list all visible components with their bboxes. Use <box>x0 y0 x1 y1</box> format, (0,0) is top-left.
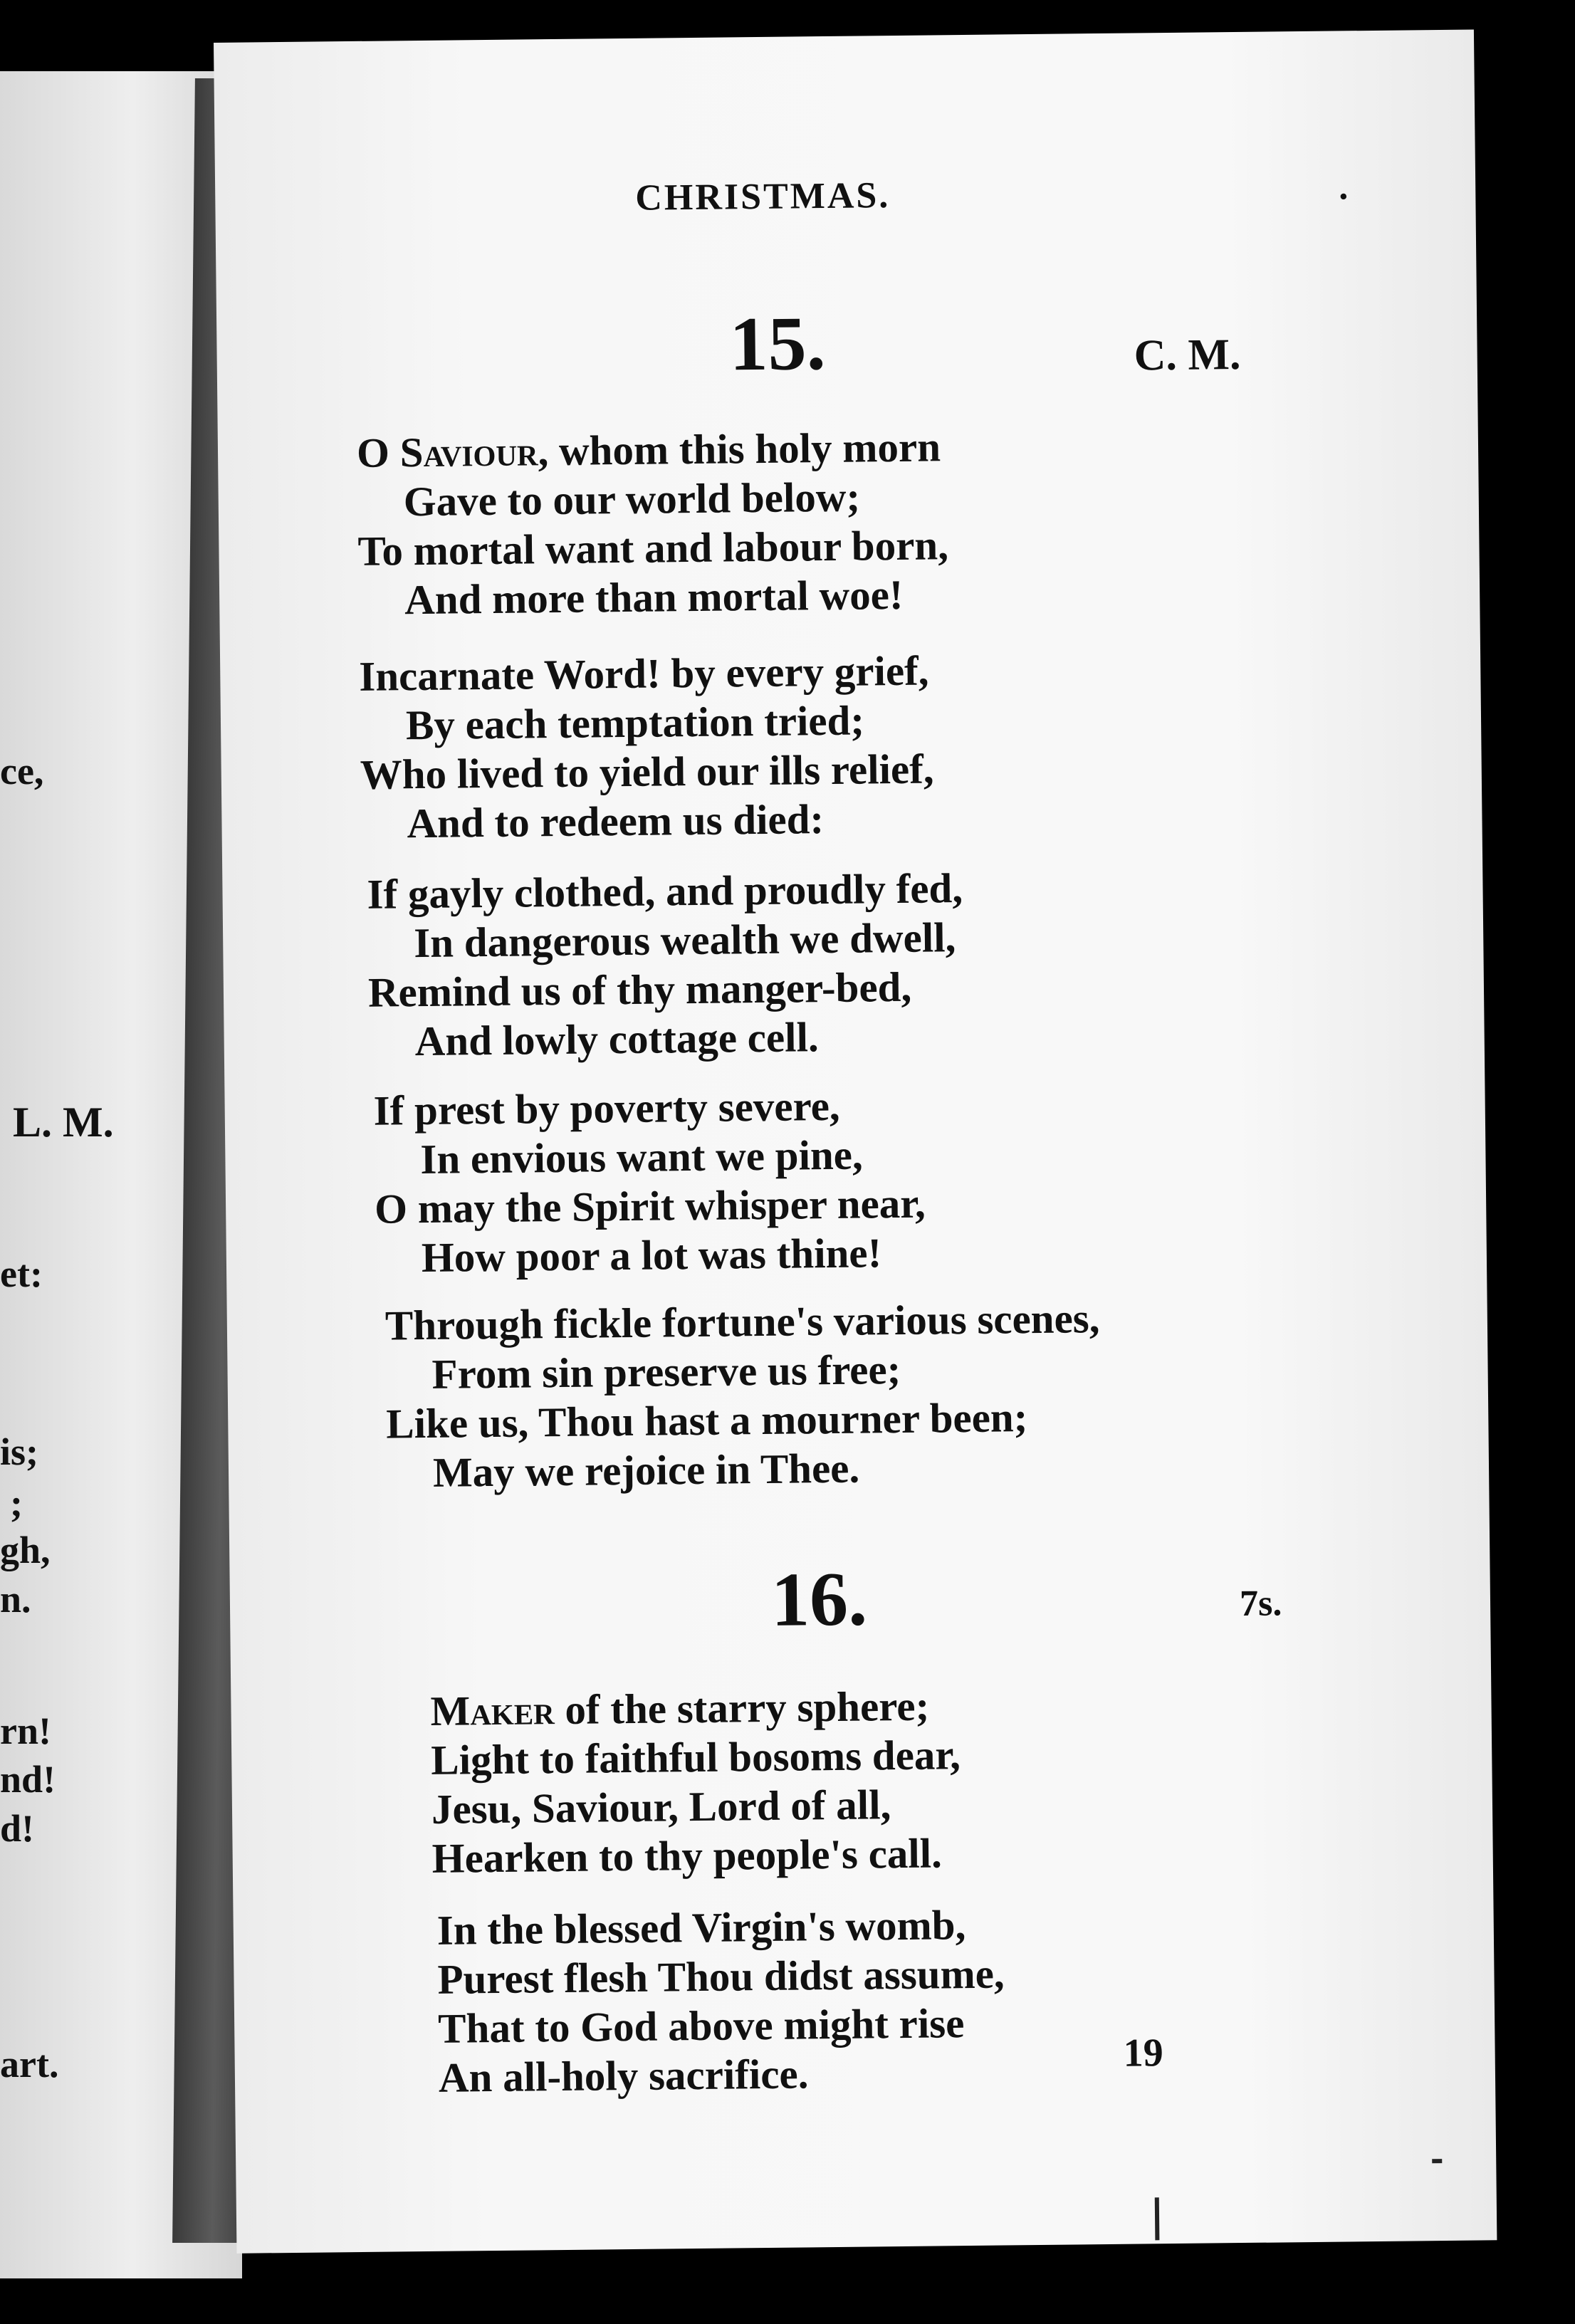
right-page <box>214 29 1497 2253</box>
hymn-line: An all-holy sacrifice. <box>438 2050 809 2101</box>
hymn-line: In envious want we pine, <box>420 1131 864 1183</box>
hymn-line: May we rejoice in Thee. <box>432 1444 860 1496</box>
page-number: 19 <box>1123 2031 1163 2076</box>
hymn-line: Purest flesh Thou didst assume, <box>437 1949 1005 2003</box>
left-page-fragment: gh, <box>0 1529 51 1571</box>
hymn-line: Gave to our world below; <box>403 473 861 525</box>
hymn-line-rest: of the starry sphere; <box>565 1682 930 1733</box>
hymn-line: Who lived to yield our ills relief, <box>360 745 934 798</box>
running-head: CHRISTMAS. <box>635 175 891 219</box>
hymn-line: Like us, Thou hast a mourner been; <box>385 1393 1028 1448</box>
hymn-line: Remind us of thy manger-bed, <box>367 963 912 1016</box>
hymn-line: By each temptation tried; <box>405 696 865 749</box>
hymn-line: And lowly cottage cell. <box>414 1013 819 1065</box>
hymn-line: If gayly clothed, and proudly fed, <box>367 864 963 918</box>
hymn-15-stanza-1 <box>357 422 949 625</box>
hymn-16-stanza-1 <box>430 1681 961 1883</box>
small-caps-word: Saviour, <box>399 427 549 476</box>
hymn-line: And to redeem us died: <box>407 795 825 847</box>
hymn-line-rest: whom this holy morn <box>558 423 941 474</box>
left-page-fragment: is; <box>0 1430 38 1473</box>
hymn-line: If prest by poverty severe, <box>373 1082 840 1134</box>
scan-speck <box>1432 2159 1442 2163</box>
left-page-fragment: rn! <box>0 1710 51 1752</box>
left-page-meter: L. M. <box>13 1099 114 1146</box>
hymn-meter: C. M. <box>1134 330 1241 380</box>
left-page-fragment: nd! <box>0 1758 56 1801</box>
hymn-line: O may the Spirit whisper near, <box>374 1179 926 1232</box>
hymn-line: From sin preserve us free; <box>431 1345 901 1398</box>
hymn-15-stanza-5 <box>385 1294 1102 1497</box>
hymn-15-stanza-4 <box>373 1081 926 1283</box>
hymn-line <box>430 1681 960 1736</box>
hymn-number: 16. <box>770 1556 868 1643</box>
hymn-line: Jesu, Saviour, Lord of all, <box>431 1781 891 1833</box>
hymn-line: Hearken to thy people's call. <box>431 1829 943 1882</box>
hymn-number: 15. <box>728 301 827 387</box>
hymn-line: Incarnate Word! by every grief, <box>358 647 929 700</box>
hymn-15-stanza-2 <box>359 646 935 848</box>
left-page-fragment: et: <box>0 1252 43 1295</box>
hymn-15-stanza-3 <box>367 864 964 1067</box>
left-page-fragment: ce, <box>0 750 44 792</box>
left-page-fragment: ; <box>10 1482 23 1524</box>
left-page-fragment: art. <box>0 2043 59 2085</box>
hymn-line: That to God above might rise <box>437 1999 965 2052</box>
small-caps-word: Maker <box>430 1686 555 1734</box>
left-page-fragment: n. <box>0 1578 31 1621</box>
hymn-line: In the blessed Virgin's womb, <box>436 1901 966 1954</box>
left-page-fragment: d! <box>0 1807 35 1850</box>
hymn-line <box>357 422 948 478</box>
hymn-line-opening: O <box>356 429 390 476</box>
hymn-line: And more than mortal woe! <box>404 570 904 624</box>
hymn-line: Light to faithful bosoms dear, <box>430 1731 961 1784</box>
hymn-line: How poor a lot was thine! <box>421 1229 882 1282</box>
hymn-16-stanza-2 <box>436 1900 1005 2103</box>
hymn-line: In dangerous wealth we dwell, <box>413 914 956 967</box>
hymn-meter: 7s. <box>1239 1583 1282 1625</box>
scan-speck <box>1155 2197 1160 2240</box>
hymn-line: Through fickle fortune's various scenes, <box>384 1294 1100 1349</box>
hymn-line: To mortal want and labour born, <box>357 521 949 575</box>
running-head-mark: . <box>1338 167 1349 208</box>
